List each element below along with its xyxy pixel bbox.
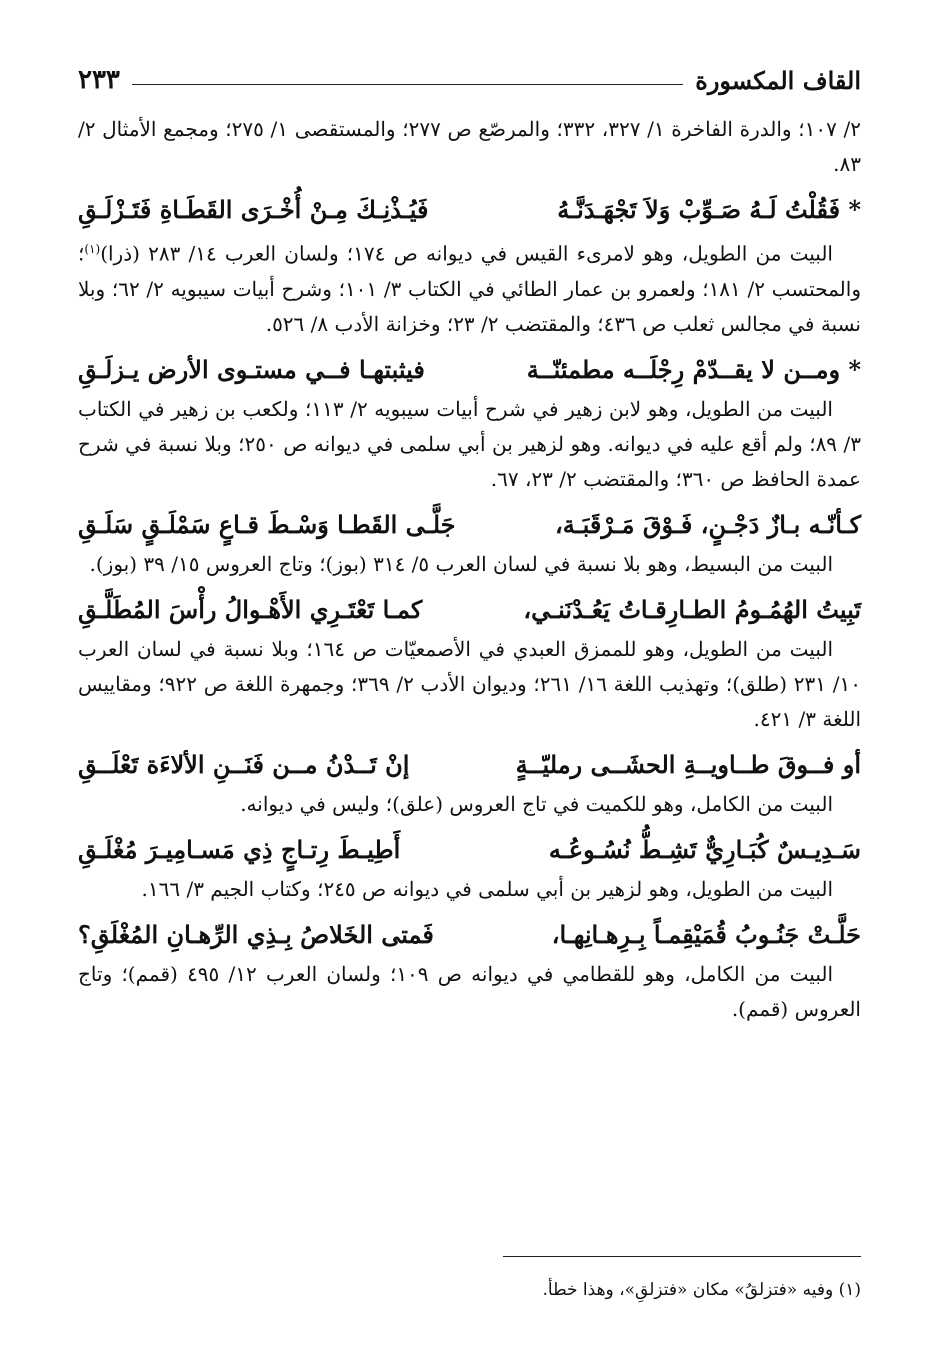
verse-line <box>78 348 861 392</box>
verse-line <box>78 503 861 547</box>
verse-first-hemistich <box>555 503 861 547</box>
verse-first-hemistich-text: تَبِيتُ الهُمُـومُ الطـارِقـاتُ يَعُـدْنَنـي، <box>523 594 861 624</box>
source-note-paragraph <box>78 787 861 822</box>
verse-second-hemistich: إنْ تَــدْنُ مــن فَنَــنِ الألاءَة تَعْلَــقِ <box>78 749 410 779</box>
verse-first-hemistich <box>557 188 861 232</box>
page-header <box>78 60 861 100</box>
verse-first-hemistich <box>552 913 861 957</box>
verse-line <box>78 188 861 232</box>
paragraph-text-continued: ؛ والمحتسب ٢/ ١٨١؛ ولعمرو بن عمار الطائي في الكتاب ٣/ ١٠١؛ وشرح أبيات سيبويه ٢/ ٦٢؛ وبلا نسبة في مجالس ثعلب ص ٤٣٦؛ والمقتضب ٢/ ٢٣؛ وخزانة الأدب ٨/ ٥٢٦. <box>78 241 861 336</box>
paragraph-text: ٢/ ١٠٧؛ والدرة الفاخرة ١/ ٣٢٧، ٣٣٢؛ والمرصّع ص ٢٧٧؛ والمستقصى ١/ ٢٧٥؛ ومجمع الأمثال ٢/ ٨٣. <box>78 117 861 176</box>
page-number: ٢٣٣ <box>78 65 120 95</box>
source-note-paragraph <box>78 112 861 182</box>
verse-first-hemistich-text: حَلَّـتْ جَنُـوبُ قُمَيْقِمـاً بِـرِهـانِهـا، <box>551 919 861 949</box>
source-note-paragraph <box>78 957 861 1027</box>
footnote-reference: (١) <box>84 242 101 256</box>
paragraph-text: البيت من الكامل، وهو للكميت في تاج العروس (علق)؛ وليس في ديوانه. <box>240 791 833 816</box>
verse-second-hemistich: فَيُـذْنِـكَ مِـنْ أُخْـرَى القَطَـاةِ فَتَـزْلَـقِ <box>78 195 429 224</box>
source-note-paragraph <box>78 547 861 582</box>
verse-first-hemistich-text: أو فــوقَ طــاويــةِ الحشَــى رمليّــةٍ <box>515 749 861 779</box>
verse-first-hemistich-text: سَـدِيـسٌ كُبَـارِيٌّ تَشِـطُّ نُسُـوعُـه <box>548 834 861 864</box>
source-note-paragraph <box>78 232 861 342</box>
paragraph-text: البيت من الطويل، وهو لامرىء القيس في ديوانه ص ١٧٤؛ ولسان العرب ١٤/ ٢٨٣ (ذرا) <box>100 241 833 266</box>
verse-first-hemistich-text: فَقُلْتُ لَـهُ صَـوِّبْ وَلاَ تَجْهَـدَنَّـهُ <box>557 195 841 224</box>
verse-first-hemistich-text: ومــن لا يقــدّمْ رِجْلَــه مطمئنّــة <box>526 354 841 384</box>
verse-first-hemistich-text: كـأنّـه بـازٌ دَجْـنٍ، فَـوْقَ مَـرْقَبَـة، <box>555 509 861 539</box>
paragraph-text: البيت من الطويل، وهو لزهير بن أبي سلمى في ديوانه ص ٢٤٥؛ وكتاب الجيم ٣/ ١٦٦. <box>141 876 833 901</box>
verse-second-hemistich: فَمتى الخَلاصُ بِـذِي الرِّهـانِ المُغْلَقِ؟ <box>78 919 434 949</box>
source-note-paragraph <box>78 872 861 907</box>
paragraph-text: البيت من البسيط، وهو بلا نسبة في لسان العرب ٥/ ٣١٤ (بوز)؛ وتاج العروس ١٥/ ٣٩ (بوز). <box>89 551 833 576</box>
verse-line <box>78 588 861 632</box>
verse-first-hemistich <box>523 588 861 632</box>
verse-star-marker: * <box>840 195 861 224</box>
paragraph-text: البيت من الطويل، وهو للممزق العبدي في الأصمعيّات ص ١٦٤؛ وبلا نسبة في لسان العرب ١٠/ ٢٣١ (طلق)؛ وتهذيب اللغة ١٦/ ٢٦١؛ وديوان الأدب ٢/ ٣٦٩؛ وجمهرة اللغة ص ٩٢٢؛ ومقاييس اللغة ٣/ ٤٢١. <box>78 636 861 731</box>
paragraph-text: البيت من الكامل، وهو للقطامي في ديوانه ص ١٠٩؛ ولسان العرب ١٢/ ٤٩٥ (قمم)؛ وتاج العروس (قمم). <box>78 961 861 1021</box>
chapter-title: القاف المكسورة <box>695 65 861 95</box>
verse-line <box>78 743 861 787</box>
paragraph-text: البيت من الطويل، وهو لابن زهير في شرح أبيات سيبويه ٢/ ١١٣؛ ولكعب بن زهير في الكتاب ٣/ ٨٩؛ ولم أقع عليه في ديوانه. وهو لزهير بن أبي سلمى في ديوانه ص ٢٥٠؛ وبلا نسبة في شرح عمدة الحافظ ص ٣٦٠؛ والمقتضب ٢/ ٢٣، ٦٧. <box>78 396 862 491</box>
verse-line <box>78 828 861 872</box>
page-body <box>78 112 861 1027</box>
footnote-rule <box>503 1256 861 1257</box>
verse-star-marker: * <box>840 354 861 384</box>
verse-second-hemistich: فيثبتهـا فــي مستـوى الأرض يـزلَـقِ <box>78 354 425 384</box>
verse-first-hemistich <box>527 348 861 392</box>
verse-first-hemistich <box>549 828 861 872</box>
footnote: (١) وفيه «فتزلقُ» مكان «فتزلقِ»، وهذا خطأ. <box>542 1280 861 1300</box>
verse-second-hemistich: أَطِيـطَ رِتـاجٍ ذِي مَسـامِيـرَ مُغْلَـقِ <box>78 834 401 864</box>
header-rule <box>132 84 683 85</box>
verse-first-hemistich <box>516 743 861 787</box>
verse-line <box>78 913 861 957</box>
source-note-paragraph <box>78 392 861 497</box>
source-note-paragraph <box>78 632 861 737</box>
verse-second-hemistich: كمـا تَعْتَـرِي الأَهْـوالُ رأْسَ المُطَلَّـقِ <box>78 594 423 624</box>
verse-second-hemistich: جَلَّـى القَطـا وَسْـطَ قـاعٍ سَمْلَـقٍ سَلَـقِ <box>78 509 456 539</box>
